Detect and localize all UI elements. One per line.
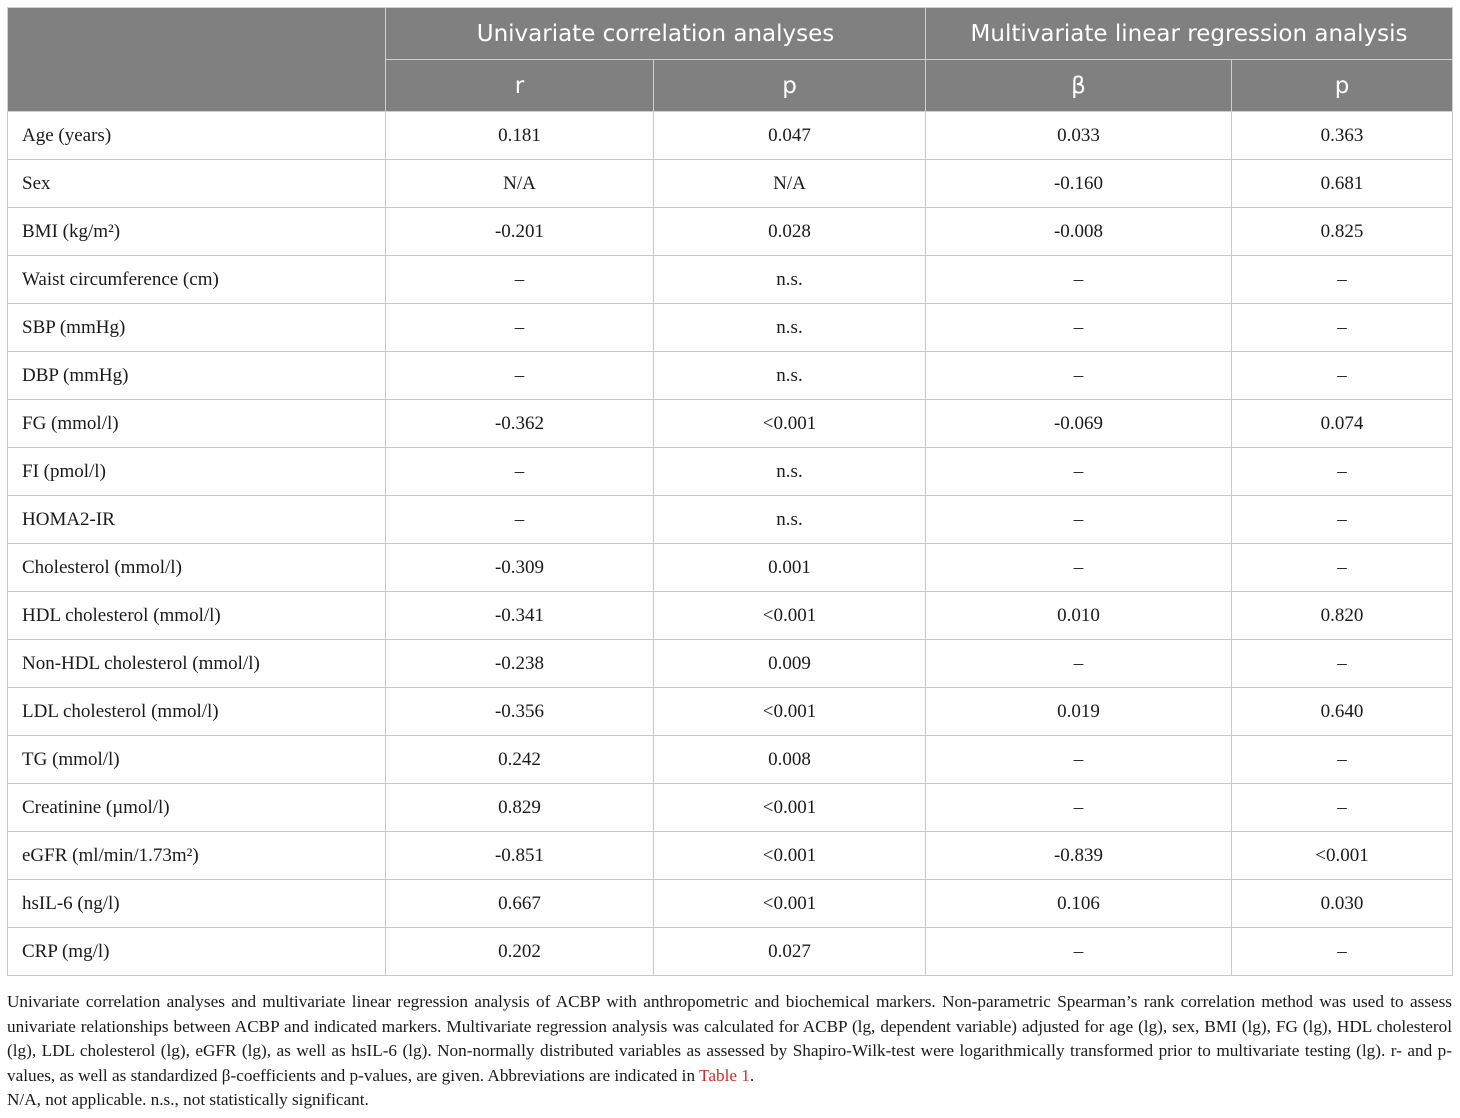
cell-r: – [386, 496, 654, 544]
cell-r: 0.202 [386, 928, 654, 976]
table-container [7, 7, 1452, 976]
cell-beta: – [926, 544, 1232, 592]
row-label: SBP (mmHg) [8, 304, 386, 352]
cell-p-univariate: 0.027 [654, 928, 926, 976]
row-label: Non-HDL cholesterol (mmol/l) [8, 640, 386, 688]
row-label: Creatinine (µmol/l) [8, 784, 386, 832]
cell-p-univariate: n.s. [654, 256, 926, 304]
cell-r: – [386, 352, 654, 400]
cell-p-univariate: <0.001 [654, 592, 926, 640]
header-row-groups [8, 8, 1453, 60]
cell-p-univariate: 0.008 [654, 736, 926, 784]
cell-p-multivariate: – [1232, 496, 1453, 544]
cell-r: -0.341 [386, 592, 654, 640]
cell-beta: -0.839 [926, 832, 1232, 880]
cell-r: – [386, 256, 654, 304]
header-univariate: Univariate correlation analyses [386, 8, 926, 60]
header-r: r [386, 60, 654, 112]
cell-r: -0.356 [386, 688, 654, 736]
cell-beta: 0.033 [926, 112, 1232, 160]
cell-r: -0.309 [386, 544, 654, 592]
header-p-univariate: p [654, 60, 926, 112]
row-label: DBP (mmHg) [8, 352, 386, 400]
table-body [8, 112, 1453, 976]
cell-p-multivariate: – [1232, 256, 1453, 304]
cell-p-multivariate: 0.681 [1232, 160, 1453, 208]
cell-p-multivariate: 0.820 [1232, 592, 1453, 640]
table-row [8, 352, 1453, 400]
cell-p-univariate: <0.001 [654, 880, 926, 928]
cell-beta: – [926, 736, 1232, 784]
row-label: HOMA2-IR [8, 496, 386, 544]
cell-p-univariate: 0.028 [654, 208, 926, 256]
row-label: Age (years) [8, 112, 386, 160]
cell-p-multivariate: 0.363 [1232, 112, 1453, 160]
row-label: FI (pmol/l) [8, 448, 386, 496]
row-label: TG (mmol/l) [8, 736, 386, 784]
cell-beta: – [926, 304, 1232, 352]
row-label: eGFR (ml/min/1.73m²) [8, 832, 386, 880]
cell-p-multivariate: – [1232, 640, 1453, 688]
table1-link[interactable]: Table 1 [699, 1065, 750, 1085]
cell-p-univariate: n.s. [654, 304, 926, 352]
cell-p-multivariate: 0.074 [1232, 400, 1453, 448]
cell-p-univariate: 0.009 [654, 640, 926, 688]
table-row [8, 112, 1453, 160]
header-p-multivariate: p [1232, 60, 1453, 112]
table-row [8, 544, 1453, 592]
table-row [8, 496, 1453, 544]
cell-beta: 0.010 [926, 592, 1232, 640]
table-row [8, 448, 1453, 496]
table-row [8, 832, 1453, 880]
table-caption [7, 990, 1452, 1113]
row-label: Cholesterol (mmol/l) [8, 544, 386, 592]
table-row [8, 208, 1453, 256]
table-row [8, 640, 1453, 688]
table-row [8, 784, 1453, 832]
cell-p-multivariate: – [1232, 352, 1453, 400]
table-row [8, 256, 1453, 304]
row-label: HDL cholesterol (mmol/l) [8, 592, 386, 640]
cell-beta: -0.160 [926, 160, 1232, 208]
cell-p-multivariate: – [1232, 736, 1453, 784]
cell-r: -0.238 [386, 640, 654, 688]
cell-r: -0.201 [386, 208, 654, 256]
results-table [7, 7, 1453, 976]
cell-beta: – [926, 640, 1232, 688]
cell-r: 0.242 [386, 736, 654, 784]
cell-p-multivariate: – [1232, 544, 1453, 592]
cell-p-multivariate: – [1232, 784, 1453, 832]
row-label: Sex [8, 160, 386, 208]
cell-p-multivariate: – [1232, 448, 1453, 496]
cell-r: -0.362 [386, 400, 654, 448]
table-row [8, 160, 1453, 208]
cell-beta: – [926, 352, 1232, 400]
cell-p-univariate: n.s. [654, 352, 926, 400]
cell-p-univariate: N/A [654, 160, 926, 208]
cell-p-univariate: n.s. [654, 448, 926, 496]
cell-p-multivariate: 0.825 [1232, 208, 1453, 256]
table-row [8, 928, 1453, 976]
table-row [8, 688, 1453, 736]
cell-p-univariate: <0.001 [654, 832, 926, 880]
table-row [8, 592, 1453, 640]
cell-p-univariate: <0.001 [654, 688, 926, 736]
cell-r: 0.667 [386, 880, 654, 928]
cell-r: – [386, 448, 654, 496]
cell-p-multivariate: <0.001 [1232, 832, 1453, 880]
cell-p-multivariate: 0.030 [1232, 880, 1453, 928]
cell-beta: – [926, 256, 1232, 304]
caption-end: . [749, 1065, 755, 1085]
header-multivariate: Multivariate linear regression analysis [926, 8, 1453, 60]
cell-beta: 0.019 [926, 688, 1232, 736]
cell-beta: – [926, 928, 1232, 976]
cell-p-multivariate: – [1232, 928, 1453, 976]
cell-p-multivariate: – [1232, 304, 1453, 352]
cell-beta: – [926, 784, 1232, 832]
row-label: FG (mmol/l) [8, 400, 386, 448]
table-row [8, 400, 1453, 448]
table-row [8, 736, 1453, 784]
header-blank-cell [8, 8, 386, 112]
row-label: hsIL-6 (ng/l) [8, 880, 386, 928]
cell-p-univariate: 0.047 [654, 112, 926, 160]
cell-r: 0.181 [386, 112, 654, 160]
cell-r: – [386, 304, 654, 352]
cell-p-univariate: n.s. [654, 496, 926, 544]
row-label: CRP (mg/l) [8, 928, 386, 976]
cell-beta: – [926, 496, 1232, 544]
caption-paragraph [7, 990, 1452, 1088]
cell-p-univariate: <0.001 [654, 784, 926, 832]
cell-beta: – [926, 448, 1232, 496]
cell-r: -0.851 [386, 832, 654, 880]
header-beta: β [926, 60, 1232, 112]
row-label: BMI (kg/m²) [8, 208, 386, 256]
row-label: Waist circumference (cm) [8, 256, 386, 304]
cell-r: 0.829 [386, 784, 654, 832]
cell-p-multivariate: 0.640 [1232, 688, 1453, 736]
table-row [8, 304, 1453, 352]
cell-beta: -0.008 [926, 208, 1232, 256]
cell-beta: 0.106 [926, 880, 1232, 928]
table-row [8, 880, 1453, 928]
cell-p-univariate: 0.001 [654, 544, 926, 592]
cell-r: N/A [386, 160, 654, 208]
row-label: LDL cholesterol (mmol/l) [8, 688, 386, 736]
caption-text: Univariate correlation analyses and multivariate linear regression analysis of ACBP with anthropometric and biochemical markers. Non-parametric Spearman’s rank correlation method was used to assess univariate relationships between ACBP and indicated markers. Multivariate regression analysis was calculated for ACBP (lg, dependent variable) adjusted for age (lg), sex, BMI (lg), FG (lg), HDL cholesterol (lg), LDL cholesterol (lg), eGFR (lg), as well as hsIL-6 (lg). Non-normally distributed variables as assessed by Shapiro-Wilk-test were logarithmically transformed prior to multivariate testing (lg). r- and p-values, as well as standardized β-coefficients and p-values, are given. Abbreviations are indicated in [7, 992, 1452, 1085]
caption-footnote: N/A, not applicable. n.s., not statistically significant. [7, 1090, 369, 1110]
cell-p-univariate: <0.001 [654, 400, 926, 448]
cell-beta: -0.069 [926, 400, 1232, 448]
